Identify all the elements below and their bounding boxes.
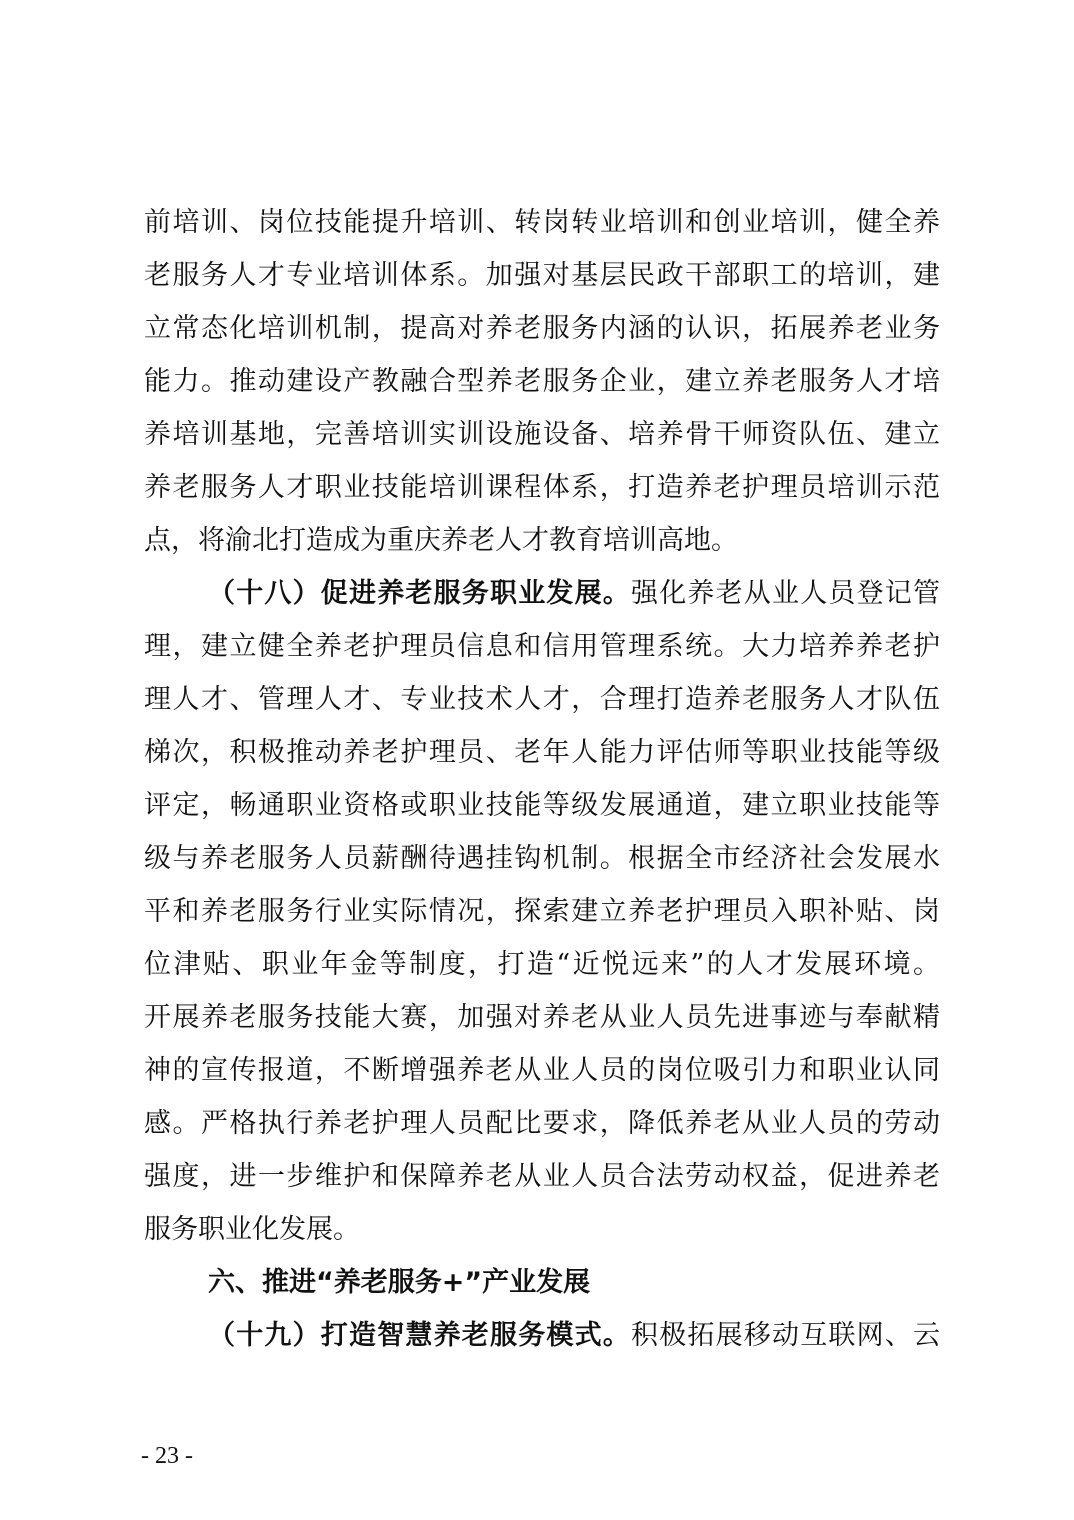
section-heading: 六、推进“养老服务+”产业发展 xyxy=(208,1267,591,1298)
paragraph-first-line-text: 强化养老从业人员登记管 xyxy=(631,578,940,609)
text-line: 理，建立健全养老护理员信息和信用管理系统。大力培养养老护 xyxy=(144,631,940,662)
paragraph-first-line xyxy=(144,567,940,620)
page-number: - 23 - xyxy=(141,1443,193,1469)
text-line: 位津贴、职业年金等制度，打造“近悦远来”的人才发展环境。 xyxy=(144,949,940,980)
paragraph-first-line-text: 积极拓展移动互联网、云 xyxy=(631,1320,940,1351)
text-line: 点，将渝北打造成为重庆养老人才教育培训高地。 xyxy=(144,525,738,556)
text-line: 理人才、管理人才、专业技术人才，合理打造养老服务人才队伍 xyxy=(144,684,940,715)
text-line: 开展养老服务技能大赛，加强对养老从业人员先进事迹与奉献精 xyxy=(144,1002,940,1033)
paragraph-training xyxy=(144,196,940,567)
text-line: 级与养老服务人员薪酬待遇挂钩机制。根据全市经济社会发展水 xyxy=(144,843,940,874)
text-line: 前培训、岗位技能提升培训、转岗转业培训和创业培训，健全养 xyxy=(144,207,940,238)
text-line: 立常态化培训机制，提高对养老服务内涵的认识，拓展养老业务 xyxy=(144,313,940,344)
text-line: 养老服务人才职业技能培训课程体系，打造养老护理员培训示范 xyxy=(144,472,940,503)
text-line: 能力。推动建设产教融合型养老服务企业，建立养老服务人才培 xyxy=(144,366,940,397)
paragraph-smart-elderly-care xyxy=(144,1309,940,1362)
text-line: 养培训基地，完善培训实训设施设备、培养骨干师资队伍、建立 xyxy=(144,419,940,450)
paragraph-career-development xyxy=(144,567,940,1256)
text-line: 评定，畅通职业资格或职业技能等级发展通道，建立职业技能等 xyxy=(144,790,940,821)
text-line: 神的宣传报道，不断增强养老从业人员的岗位吸引力和职业认同 xyxy=(144,1055,940,1086)
page-body xyxy=(144,196,940,1362)
text-line: 梯次，积极推动养老护理员、老年人能力评估师等职业技能等级 xyxy=(144,737,940,768)
text-line: 强度，进一步维护和保障养老从业人员合法劳动权益，促进养老 xyxy=(144,1161,940,1192)
text-line: 老服务人才专业培训体系。加强对基层民政干部职工的培训，建 xyxy=(144,260,940,291)
paragraph-heading: （十八）促进养老服务职业发展。 xyxy=(208,578,631,609)
paragraph-heading: （十九）打造智慧养老服务模式。 xyxy=(208,1320,631,1351)
text-line: 服务职业化发展。 xyxy=(144,1214,360,1245)
text-line: 平和养老服务行业实际情况，探索建立养老护理员入职补贴、岗 xyxy=(144,896,940,927)
text-line: 感。严格执行养老护理人员配比要求，降低养老从业人员的劳动 xyxy=(144,1108,940,1139)
paragraph-first-line xyxy=(144,1309,940,1362)
